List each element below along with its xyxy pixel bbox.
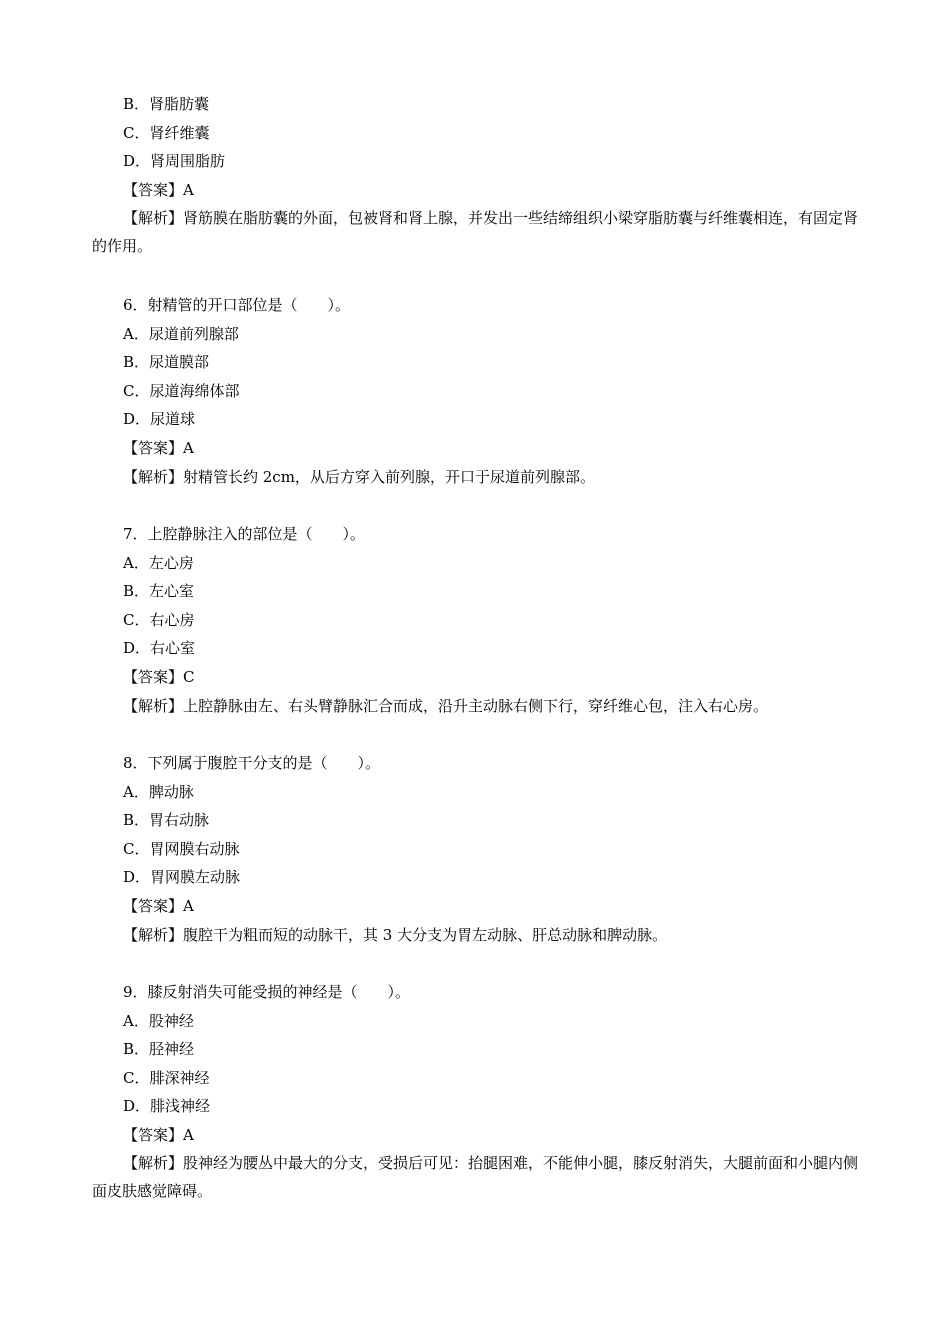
q5-answer: 【答案】A xyxy=(123,181,194,199)
q7-option-b: B．左心室 xyxy=(123,582,195,600)
q6-option-a: A．尿道前列腺部 xyxy=(123,325,239,343)
q6-option-c: C．尿道海绵体部 xyxy=(123,382,240,400)
q6-option-b: B．尿道膜部 xyxy=(123,353,210,371)
q9-option-d: D．腓浅神经 xyxy=(123,1097,211,1115)
q8-question: 8．下列属于腹腔干分支的是（ ）。 xyxy=(123,754,381,772)
q6-explanation: 【解析】射精管长约 2cm，从后方穿入前列腺，开口于尿道前列腺部。 xyxy=(123,468,595,486)
q6-option-d: D．尿道球 xyxy=(123,410,196,428)
q9-option-a: A．股神经 xyxy=(123,1012,194,1030)
q7-option-a: A．左心房 xyxy=(123,554,194,572)
q8-option-d: D．胃网膜左动脉 xyxy=(123,868,241,886)
q7-answer: 【答案】C xyxy=(123,668,195,686)
q9-answer: 【答案】A xyxy=(123,1126,194,1144)
q7-question: 7．上腔静脉注入的部位是（ ）。 xyxy=(123,525,366,543)
q7-option-d: D．右心室 xyxy=(123,639,196,657)
q8-option-c: C．胃网膜右动脉 xyxy=(123,840,240,858)
q8-explanation: 【解析】腹腔干为粗而短的动脉干，其 3 大分支为胃左动脉、肝总动脉和脾动脉。 xyxy=(123,926,668,944)
q9-option-b: B．胫神经 xyxy=(123,1040,195,1058)
q5-option-d: D．肾周围脂肪 xyxy=(123,152,226,170)
q5-option-c: C．肾纤维囊 xyxy=(123,124,210,142)
q8-answer: 【答案】A xyxy=(123,897,194,915)
q7-option-c: C．右心房 xyxy=(123,611,195,629)
q9-question: 9．膝反射消失可能受损的神经是（ ）。 xyxy=(123,983,411,1001)
q9-explanation: 【解析】股神经为腰丛中最大的分支，受损后可见：抬腿困难，不能伸小腿，膝反射消失，大腿前面和小腿内侧面皮肤感觉障碍。 xyxy=(92,1154,859,1200)
q8-option-a: A．脾动脉 xyxy=(123,783,194,801)
q6-question: 6．射精管的开口部位是（ ）。 xyxy=(123,296,351,314)
q7-explanation: 【解析】上腔静脉由左、右头臂静脉汇合而成，沿升主动脉右侧下行，穿纤维心包，注入右心房。 xyxy=(123,697,769,715)
q5-option-b: B．肾脂肪囊 xyxy=(123,95,210,113)
q5-explanation: 【解析】肾筋膜在脂肪囊的外面，包被肾和肾上腺，并发出一些结缔组织小梁穿脂肪囊与纤维囊相连，有固定肾的作用。 xyxy=(92,209,859,255)
q6-answer: 【答案】A xyxy=(123,439,194,457)
q8-option-b: B．胃右动脉 xyxy=(123,811,210,829)
q9-option-c: C．腓深神经 xyxy=(123,1069,210,1087)
